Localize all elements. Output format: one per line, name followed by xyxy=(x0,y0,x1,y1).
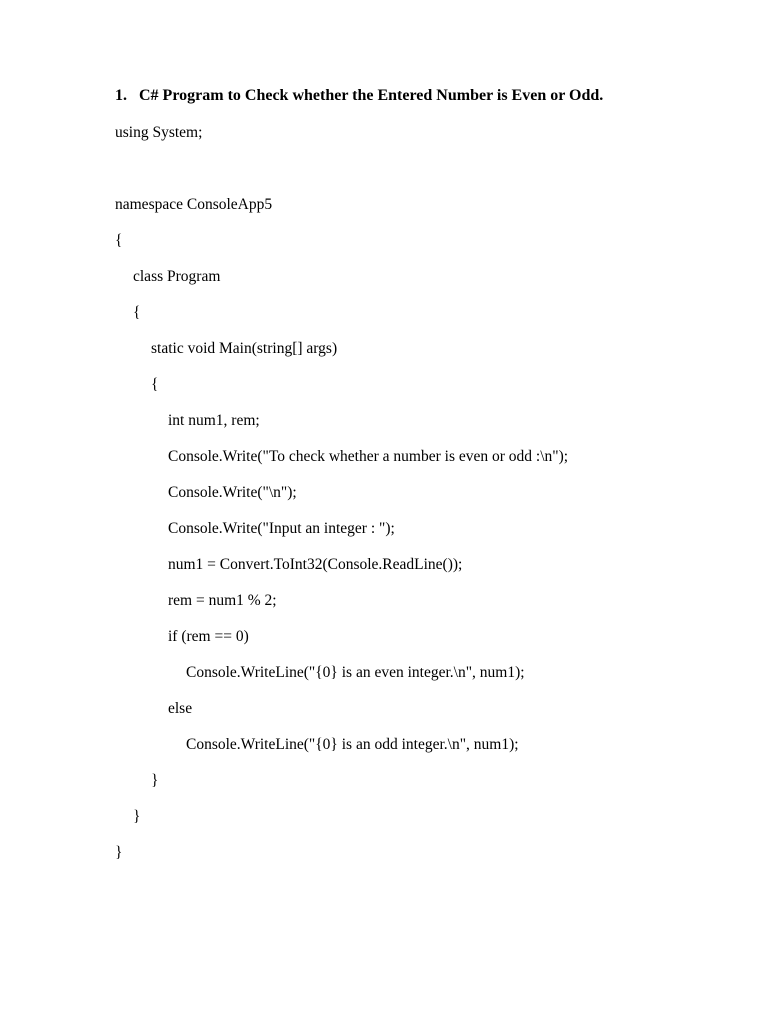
section-heading xyxy=(115,87,603,105)
code-line: using System; xyxy=(115,124,203,141)
code-line: Console.WriteLine("{0} is an odd integer.\n", num1); xyxy=(186,736,519,753)
code-line: { xyxy=(133,304,141,321)
code-line: rem = num1 % 2; xyxy=(168,592,277,609)
code-line: Console.Write("Input an integer : "); xyxy=(168,520,395,537)
code-line: num1 = Convert.ToInt32(Console.ReadLine()); xyxy=(168,556,463,573)
code-line: Console.Write("\n"); xyxy=(168,484,297,501)
code-line: } xyxy=(115,844,123,861)
heading-number: 1. xyxy=(115,87,127,104)
code-line: else xyxy=(168,700,193,717)
code-line: } xyxy=(133,808,141,825)
code-line: { xyxy=(151,376,159,393)
code-line: static void Main(string[] args) xyxy=(151,340,338,357)
code-line: } xyxy=(151,772,159,789)
code-line: { xyxy=(115,232,123,249)
code-line: Console.WriteLine("{0} is an even integer.\n", num1); xyxy=(186,664,525,681)
heading-title: C# Program to Check whether the Entered Number is Even or Odd. xyxy=(139,87,604,104)
code-line: namespace ConsoleApp5 xyxy=(115,196,273,213)
code-line: class Program xyxy=(133,268,221,285)
code-line: int num1, rem; xyxy=(168,412,260,429)
code-line: Console.Write("To check whether a number is even or odd :\n"); xyxy=(168,448,569,465)
code-line: if (rem == 0) xyxy=(168,628,249,645)
